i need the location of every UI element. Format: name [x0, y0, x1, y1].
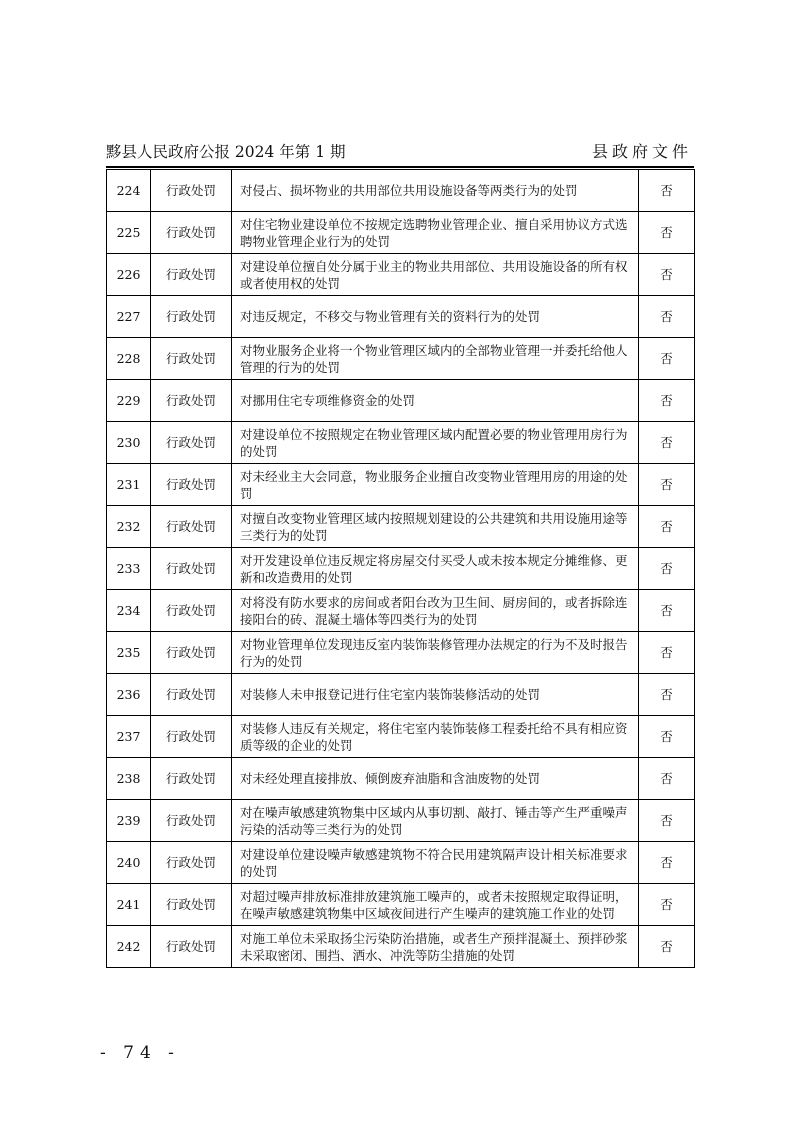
table-row: [107, 212, 695, 254]
row-flag: 否: [639, 212, 695, 254]
table-row: [107, 590, 695, 632]
row-category: 行政处罚: [151, 296, 232, 338]
page-header: [106, 140, 694, 164]
table-row: [107, 464, 695, 506]
table-row: [107, 380, 695, 422]
table-row: [107, 926, 695, 968]
row-description: 对擅自改变物业管理区域内按照规划建设的公共建筑和共用设施用途等三类行为的处罚: [232, 506, 639, 548]
row-category: 行政处罚: [151, 254, 232, 296]
row-description: 对装修人未申报登记进行住宅室内装饰装修活动的处罚: [232, 674, 639, 716]
row-flag: 否: [639, 758, 695, 800]
row-flag: 否: [639, 548, 695, 590]
row-description: 对违反规定，不移交与物业管理有关的资料行为的处罚: [232, 296, 639, 338]
table-row: [107, 296, 695, 338]
row-description: 对装修人违反有关规定，将住宅室内装饰装修工程委托给不具有相应资质等级的企业的处罚: [232, 716, 639, 758]
table-row: [107, 170, 695, 212]
row-number: 240: [107, 842, 151, 884]
row-number: 237: [107, 716, 151, 758]
row-category: 行政处罚: [151, 548, 232, 590]
row-number: 235: [107, 632, 151, 674]
row-category: 行政处罚: [151, 884, 232, 926]
table-row: [107, 842, 695, 884]
row-category: 行政处罚: [151, 170, 232, 212]
row-number: 224: [107, 170, 151, 212]
row-description: 对超过噪声排放标准排放建筑施工噪声的，或者未按照规定取得证明，在噪声敏感建筑物集中区域夜间进行产生噪声的建筑施工作业的处罚: [232, 884, 639, 926]
items-table-body: [107, 170, 695, 968]
row-flag: 否: [639, 632, 695, 674]
row-description: 对建设单位擅自处分属于业主的物业共用部位、共用设施设备的所有权或者使用权的处罚: [232, 254, 639, 296]
row-category: 行政处罚: [151, 716, 232, 758]
row-category: 行政处罚: [151, 842, 232, 884]
section-title: 县政府文件: [591, 142, 692, 161]
row-number: 231: [107, 464, 151, 506]
table-row: [107, 548, 695, 590]
row-category: 行政处罚: [151, 632, 232, 674]
row-flag: 否: [639, 464, 695, 506]
row-flag: 否: [639, 926, 695, 968]
table-row: [107, 506, 695, 548]
row-category: 行政处罚: [151, 464, 232, 506]
table-row: [107, 800, 695, 842]
row-category: 行政处罚: [151, 506, 232, 548]
row-number: 232: [107, 506, 151, 548]
row-description: 对建设单位建设噪声敏感建筑物不符合民用建筑隔声设计相关标准要求的处罚: [232, 842, 639, 884]
row-description: 对物业服务企业将一个物业管理区域内的全部物业管理一并委托给他人管理的行为的处罚: [232, 338, 639, 380]
row-number: 236: [107, 674, 151, 716]
row-description: 对在噪声敏感建筑物集中区域内从事切割、敲打、锤击等产生严重噪声污染的活动等三类行为的处罚: [232, 800, 639, 842]
row-number: 242: [107, 926, 151, 968]
row-flag: 否: [639, 674, 695, 716]
row-description: 对开发建设单位违反规定将房屋交付买受人或未按本规定分摊维修、更新和改造费用的处罚: [232, 548, 639, 590]
row-number: 225: [107, 212, 151, 254]
row-category: 行政处罚: [151, 674, 232, 716]
table-row: [107, 632, 695, 674]
row-description: 对将没有防水要求的房间或者阳台改为卫生间、厨房间的，或者拆除连接阳台的砖、混凝土墙体等四类行为的处罚: [232, 590, 639, 632]
table-row: [107, 884, 695, 926]
row-flag: 否: [639, 590, 695, 632]
row-description: 对物业管理单位发现违反室内装饰装修管理办法规定的行为不及时报告行为的处罚: [232, 632, 639, 674]
row-number: 233: [107, 548, 151, 590]
table-row: [107, 716, 695, 758]
table-row: [107, 674, 695, 716]
row-category: 行政处罚: [151, 758, 232, 800]
row-description: 对施工单位未采取扬尘污染防治措施，或者生产预拌混凝土、预拌砂浆未采取密闭、围挡、洒水、冲洗等防尘措施的处罚: [232, 926, 639, 968]
row-description: 对建设单位不按照规定在物业管理区域内配置必要的物业管理用房行为的处罚: [232, 422, 639, 464]
page-number: - 74 -: [100, 1043, 180, 1063]
row-flag: 否: [639, 296, 695, 338]
row-flag: 否: [639, 338, 695, 380]
row-description: 对未经处理直接排放、倾倒废弃油脂和含油废物的处罚: [232, 758, 639, 800]
row-category: 行政处罚: [151, 338, 232, 380]
row-description: 对住宅物业建设单位不按规定选聘物业管理企业、擅自采用协议方式选聘物业管理企业行为的处罚: [232, 212, 639, 254]
row-category: 行政处罚: [151, 422, 232, 464]
row-number: 239: [107, 800, 151, 842]
row-description: 对挪用住宅专项维修资金的处罚: [232, 380, 639, 422]
table-row: [107, 758, 695, 800]
row-flag: 否: [639, 380, 695, 422]
row-number: 227: [107, 296, 151, 338]
items-table: [106, 169, 695, 968]
row-flag: 否: [639, 716, 695, 758]
row-flag: 否: [639, 254, 695, 296]
publication-title: 黟县人民政府公报 2024 年第 1 期: [106, 143, 346, 161]
row-flag: 否: [639, 800, 695, 842]
row-number: 228: [107, 338, 151, 380]
row-category: 行政处罚: [151, 800, 232, 842]
header-divider: [106, 166, 694, 168]
row-number: 230: [107, 422, 151, 464]
row-number: 229: [107, 380, 151, 422]
row-flag: 否: [639, 842, 695, 884]
row-description: 对未经业主大会同意，物业服务企业擅自改变物业管理用房的用途的处罚: [232, 464, 639, 506]
row-number: 241: [107, 884, 151, 926]
row-category: 行政处罚: [151, 380, 232, 422]
row-flag: 否: [639, 506, 695, 548]
row-number: 234: [107, 590, 151, 632]
row-category: 行政处罚: [151, 926, 232, 968]
row-category: 行政处罚: [151, 590, 232, 632]
row-flag: 否: [639, 884, 695, 926]
table-row: [107, 422, 695, 464]
row-description: 对侵占、损坏物业的共用部位共用设施设备等两类行为的处罚: [232, 170, 639, 212]
row-flag: 否: [639, 422, 695, 464]
row-number: 238: [107, 758, 151, 800]
row-number: 226: [107, 254, 151, 296]
table-row: [107, 254, 695, 296]
row-category: 行政处罚: [151, 212, 232, 254]
row-flag: 否: [639, 170, 695, 212]
table-row: [107, 338, 695, 380]
